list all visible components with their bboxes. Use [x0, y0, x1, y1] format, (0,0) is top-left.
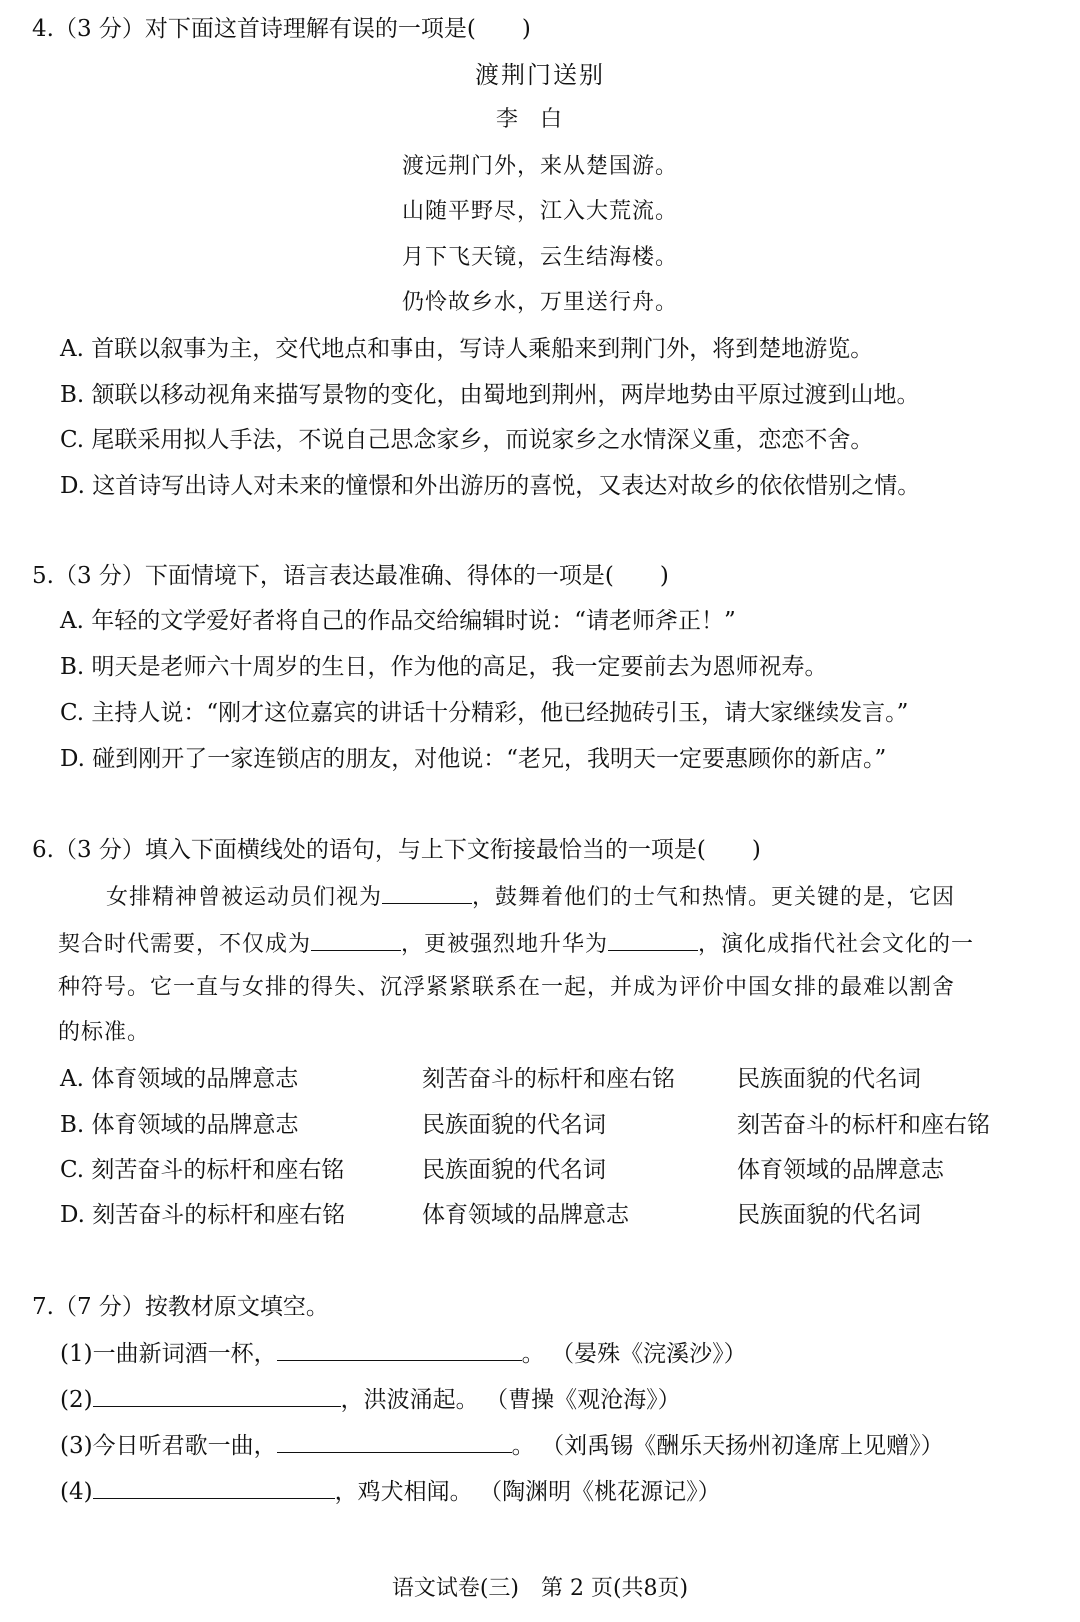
q6-option-c-col1 [60, 1155, 344, 1185]
q5-option-a: A. 年轻的文学爱好者将自己的作品交给编辑时说：“请老师斧正！” [60, 608, 736, 634]
option-text: 刻苦奋斗的标杆和座右铭 [91, 1157, 345, 1183]
q6-option-b-col1 [60, 1110, 299, 1140]
q5-option-d: D. 碰到刚开了一家连锁店的朋友，对他说：“老兄，我明天一定要惠顾你的新店。” [60, 746, 887, 772]
q6-passage-line [106, 881, 955, 913]
q4-option-b: B. 颔联以移动视角来描写景物的变化，由蜀地到荆州，两岸地势由平原过渡到山地。 [60, 382, 920, 408]
fill-blank [93, 1384, 341, 1407]
fill-blank [277, 1430, 512, 1453]
poem-line: 山随平野尽，江入大荒流。 [401, 199, 678, 224]
option-text: 体育领域的品牌意志 [91, 1112, 299, 1138]
blank-1 [382, 881, 472, 904]
option-letter: A. [60, 1066, 84, 1092]
q7-item-1 [60, 1338, 747, 1369]
q4-option-d: D. 这首诗写出诗人对未来的憧憬和外出游历的喜悦，又表达对故乡的依依惜别之情。 [60, 473, 921, 499]
option-text: 刻苦奋斗的标杆和座右铭 [92, 1202, 346, 1228]
q6-passage-line: 种符号。它一直与女排的得失、沉浮紧紧联系在一起，并成为评价中国女排的最难以割舍 [58, 975, 956, 1000]
q7-title: 7.（7 分）按教材原文填空。 [32, 1294, 329, 1320]
q6-option-a-col3: 民族面貌的代名词 [737, 1066, 921, 1092]
blank-3 [608, 928, 698, 951]
passage-text: 契合时代需要，不仅成为 [58, 932, 312, 957]
blank-2 [311, 928, 401, 951]
passage-text: 女排精神曾被运动员们视为 [106, 885, 383, 910]
item-source: （陶渊明《桃花源记》） [490, 1479, 721, 1505]
item-source: （刘禹锡《酬乐天扬州初逢席上见赠》） [552, 1433, 944, 1459]
option-letter: D. [60, 1202, 85, 1228]
passage-text: ，鼓舞着他们的士气和热情。更关键的是，它因 [472, 885, 956, 910]
option-letter: C. [60, 1157, 85, 1183]
q6-option-b-col3: 刻苦奋斗的标杆和座右铭 [737, 1112, 990, 1138]
q6-passage-line: 的标准。 [58, 1020, 151, 1045]
q6-option-c-col2: 民族面貌的代名词 [422, 1157, 606, 1183]
q4-title: 4.（3 分）对下面这首诗理解有误的一项是( ) [32, 16, 531, 42]
item-source: （晏殊《浣溪沙》） [562, 1341, 747, 1367]
q4-option-a: A. 首联以叙事为主，交代地点和事由，写诗人乘船来到荆门外，将到楚地游览。 [60, 336, 874, 362]
q7-item-4 [60, 1476, 721, 1507]
item-text: (3)今日听君歌一曲， [60, 1433, 277, 1459]
fill-blank [93, 1476, 335, 1499]
q6-option-d-col1 [60, 1200, 345, 1230]
q6-option-b-col2: 民族面貌的代名词 [422, 1112, 606, 1138]
q7-item-2 [60, 1384, 681, 1415]
option-text: 体育领域的品牌意志 [91, 1066, 299, 1092]
item-text: (1)一曲新词酒一杯， [60, 1341, 277, 1367]
passage-text: ，演化成指代社会文化的一 [698, 932, 975, 957]
q6-option-a-col1 [60, 1064, 298, 1094]
q7-item-3 [60, 1430, 944, 1461]
q6-option-c-col3: 体育领域的品牌意志 [737, 1157, 944, 1183]
fill-blank [277, 1338, 522, 1361]
item-text: (4) [60, 1479, 93, 1505]
q6-option-a-col2: 刻苦奋斗的标杆和座右铭 [422, 1066, 675, 1092]
item-source: （曹操《观沧海》） [496, 1387, 681, 1413]
poem-line: 渡远荆门外，来从楚国游。 [401, 154, 678, 179]
q6-option-d-col3: 民族面貌的代名词 [737, 1202, 921, 1228]
item-text: (2) [60, 1387, 93, 1413]
poem-line: 月下飞天镜，云生结海楼。 [401, 245, 678, 270]
poem-title: 渡荆门送别 [475, 61, 605, 89]
page-footer: 语文试卷(三) 第 2 页(共8页) [391, 1576, 689, 1601]
q5-option-b: B. 明天是老师六十周岁的生日，作为他的高足，我一定要前去为恩师祝寿。 [60, 654, 828, 680]
q4-option-c: C. 尾联采用拟人手法，不说自己思念家乡，而说家乡之水情深义重，恋恋不舍。 [60, 427, 874, 453]
item-text: ，洪波涌起。 [340, 1387, 479, 1413]
q6-passage-line [58, 928, 974, 960]
q5-option-c: C. 主持人说：“刚才这位嘉宾的讲话十分精彩，他已经抛砖引玉，请大家继续发言。” [60, 700, 909, 726]
q5-title: 5.（3 分）下面情境下，语言表达最准确、得体的一项是( ) [32, 563, 669, 589]
item-text: 。 [521, 1341, 545, 1367]
option-letter: B. [60, 1112, 85, 1138]
poem-line: 仍怜故乡水，万里送行舟。 [401, 290, 678, 315]
item-text: 。 [511, 1433, 535, 1459]
q6-title: 6.（3 分）填入下面横线处的语句，与上下文衔接最恰当的一项是( ) [32, 837, 761, 863]
item-text: ，鸡犬相闻。 [334, 1479, 473, 1505]
q6-option-d-col2: 体育领域的品牌意志 [422, 1202, 629, 1228]
passage-text: ，更被强烈地升华为 [401, 932, 609, 957]
poem-author: 李白 [495, 107, 584, 132]
